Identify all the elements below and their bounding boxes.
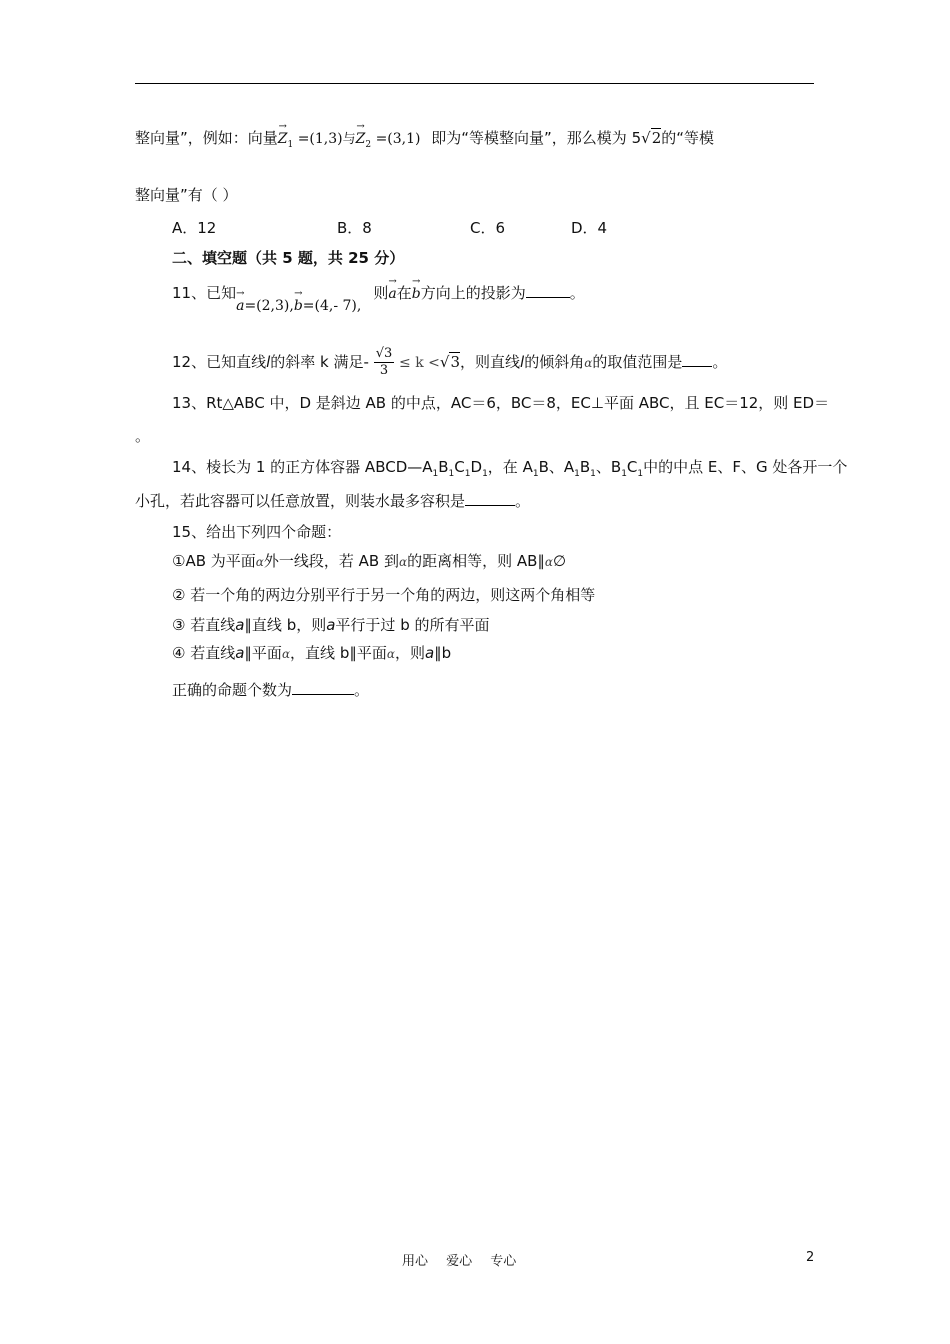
- q15-prop4: ④ 若直线a∥平面α，直线 b∥平面α，则a∥b: [172, 644, 452, 662]
- answer-blank: [465, 491, 515, 506]
- q14-line2: 小孔，若此容器可以任意放置，则装水最多容积是 。: [135, 492, 531, 510]
- q10-line2: 整向量”有（ ）: [135, 186, 238, 204]
- page-number: 2: [806, 1250, 815, 1265]
- sqrt-two: √2: [641, 129, 662, 147]
- q13-line2: 。: [135, 427, 151, 445]
- q15-prop3: ③ 若直线a∥直线 b，则a平行于过 b 的所有平面: [172, 616, 490, 634]
- answer-blank: [526, 283, 570, 298]
- fraction-root3-over-3: $\frac{√3}{3}$: [375, 346, 393, 378]
- header-rule: [135, 83, 814, 84]
- q11: 11、已知→ a=(2,3),→ b=(4,- 7),则→ a在→ b方向上的投影为 。: [172, 283, 585, 304]
- q15-prop1: ①AB 为平面α外一线段，若 AB 到α的距离相等，则 AB∥α∅: [172, 552, 567, 570]
- option-c: C．6: [470, 219, 506, 237]
- q15-prop2: ② 若一个角的两边分别平行于另一个角的两边，则这两个角相等: [172, 586, 596, 604]
- footer-motto: 用心 爱心 专心: [402, 1254, 517, 1269]
- option-b: B．8: [337, 219, 372, 237]
- q15-title: 15、给出下列四个命题：: [172, 523, 342, 541]
- answer-blank: [682, 352, 712, 367]
- q13-line1: 13、Rt△ABC 中，D 是斜边 AB 的中点，AC＝6，BC＝8，EC⊥平面 ABC，且 EC＝12，则 ED＝: [172, 394, 830, 412]
- q10-line1: 整向量”，例如：向量→ $Z_1 =(1,3)$与→ $Z_2 =(3,1)$ 即为“等模整向量”，那么模为 5√2的“等模: [135, 128, 714, 155]
- answer-blank: [292, 680, 354, 695]
- q14-line1: 14、棱长为 1 的正方体容器 $ABCD—A_1B_1C_1D_1$，在 $A_1B$、$A_1B_1$、$B_1C_1$中的中点 E、F、G 处各开一个: [172, 458, 848, 479]
- section-title: 二、填空题（共 5 题，共 25 分）: [172, 249, 405, 267]
- q15-answer: 正确的命题个数为 。: [172, 681, 370, 699]
- z1-vector: → $Z_1 =(1,3)$与→ $Z_2 =(3,1)$: [278, 131, 421, 147]
- option-d: D．4: [571, 219, 608, 237]
- option-a: A．12: [172, 219, 217, 237]
- q12: 12、已知直线l的斜率 k 满足- $\frac{√3}{3}$ ≤ k <√3，则直线l的倾斜角α的取值范围是 。: [172, 346, 728, 378]
